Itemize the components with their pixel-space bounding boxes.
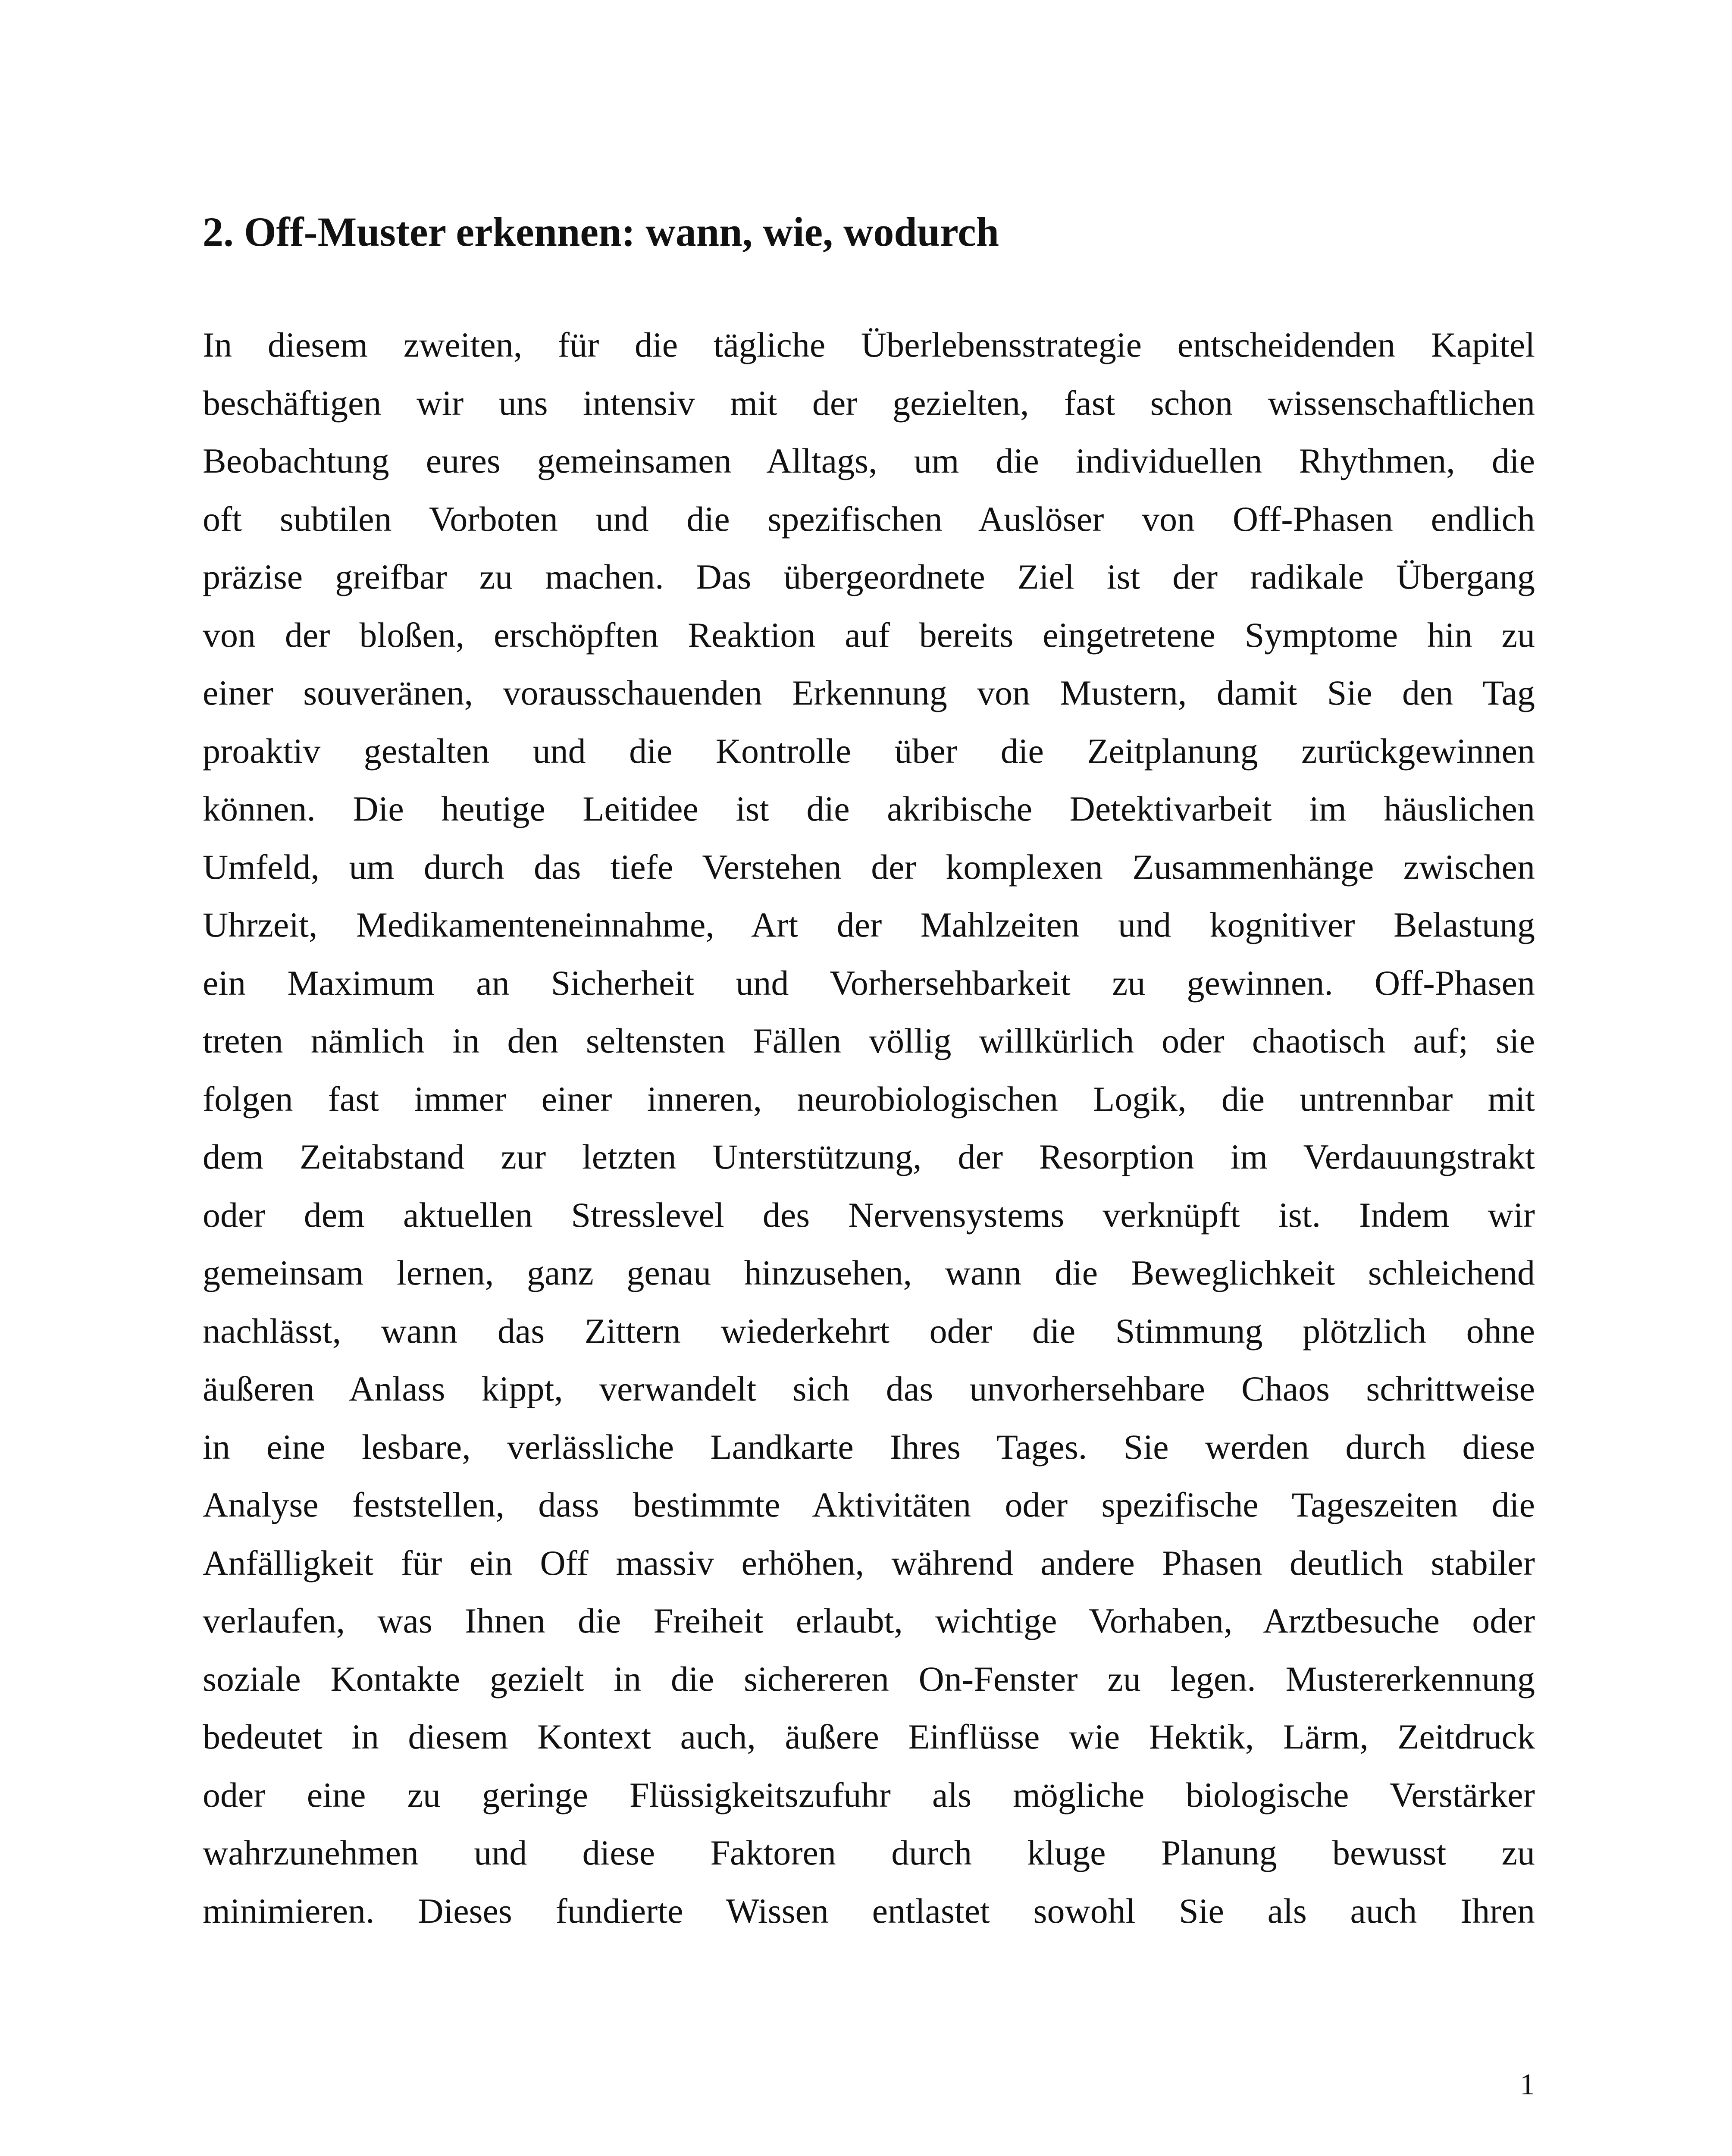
chapter-heading: 2. Off-Muster erkennen: wann, wie, wodurch [203, 209, 999, 255]
text-line: In diesem zweiten, für die tägliche Überlebensstrategie entscheidenden Kapitel [203, 325, 1535, 364]
text-line: Uhrzeit, Medikamenteneinnahme, Art der Mahlzeiten und kognitiver Belastung [203, 905, 1535, 944]
text-line: von der bloßen, erschöpften Reaktion auf bereits eingetretene Symptome hin zu [203, 615, 1535, 655]
text-line: Analyse feststellen, dass bestimmte Aktivitäten oder spezifische Tageszeiten die [203, 1485, 1535, 1524]
text-line: beschäftigen wir uns intensiv mit der gezielten, fast schon wissenschaftlichen [203, 383, 1535, 423]
text-line: minimieren. Dieses fundierte Wissen entlastet sowohl Sie als auch Ihren [203, 1891, 1535, 1930]
text-line: nachlässt, wann das Zittern wiederkehrt oder die Stimmung plötzlich ohne [203, 1311, 1535, 1351]
text-line: einer souveränen, vorausschauenden Erkennung von Mustern, damit Sie den Tag [203, 673, 1535, 712]
text-line: in eine lesbare, verlässliche Landkarte Ihres Tages. Sie werden durch diese [203, 1427, 1535, 1467]
text-line: gemeinsam lernen, ganz genau hinzusehen, wann die Beweglichkeit schleichend [203, 1253, 1535, 1292]
text-line: präzise greifbar zu machen. Das übergeordnete Ziel ist der radikale Übergang [203, 557, 1535, 596]
text-line: oft subtilen Vorboten und die spezifischen Auslöser von Off-Phasen endlich [203, 499, 1535, 539]
text-line: bedeutet in diesem Kontext auch, äußere Einflüsse wie Hektik, Lärm, Zeitdruck [203, 1717, 1535, 1756]
text-line: proaktiv gestalten und die Kontrolle über die Zeitplanung zurückgewinnen [203, 731, 1535, 771]
text-line: verlaufen, was Ihnen die Freiheit erlaubt, wichtige Vorhaben, Arztbesuche oder [203, 1601, 1535, 1640]
text-line: Anfälligkeit für ein Off massiv erhöhen, während andere Phasen deutlich stabiler [203, 1543, 1535, 1583]
text-line: folgen fast immer einer inneren, neurobiologischen Logik, die untrennbar mit [203, 1079, 1535, 1119]
body-paragraph [203, 316, 1535, 1940]
text-line: Umfeld, um durch das tiefe Verstehen der komplexen Zusammenhänge zwischen [203, 847, 1535, 887]
text-line: können. Die heutige Leitidee ist die akribische Detektivarbeit im häuslichen [203, 789, 1535, 828]
text-line: oder eine zu geringe Flüssigkeitszufuhr als mögliche biologische Verstärker [203, 1775, 1535, 1814]
text-line: soziale Kontakte gezielt in die sichereren On-Fenster zu legen. Mustererkennung [203, 1659, 1535, 1698]
page-number: 1 [1520, 2068, 1535, 2101]
text-line: wahrzunehmen und diese Faktoren durch kluge Planung bewusst zu [203, 1833, 1535, 1872]
text-line: oder dem aktuellen Stresslevel des Nervensystems verknüpft ist. Indem wir [203, 1195, 1535, 1235]
text-line: ein Maximum an Sicherheit und Vorhersehbarkeit zu gewinnen. Off-Phasen [203, 963, 1535, 1003]
text-line: Beobachtung eures gemeinsamen Alltags, um die individuellen Rhythmen, die [203, 441, 1535, 480]
text-line: äußeren Anlass kippt, verwandelt sich das unvorhersehbare Chaos schrittweise [203, 1369, 1535, 1408]
text-line: dem Zeitabstand zur letzten Unterstützung, der Resorption im Verdauungstrakt [203, 1137, 1535, 1176]
text-line: treten nämlich in den seltensten Fällen völlig willkürlich oder chaotisch auf; sie [203, 1021, 1535, 1060]
